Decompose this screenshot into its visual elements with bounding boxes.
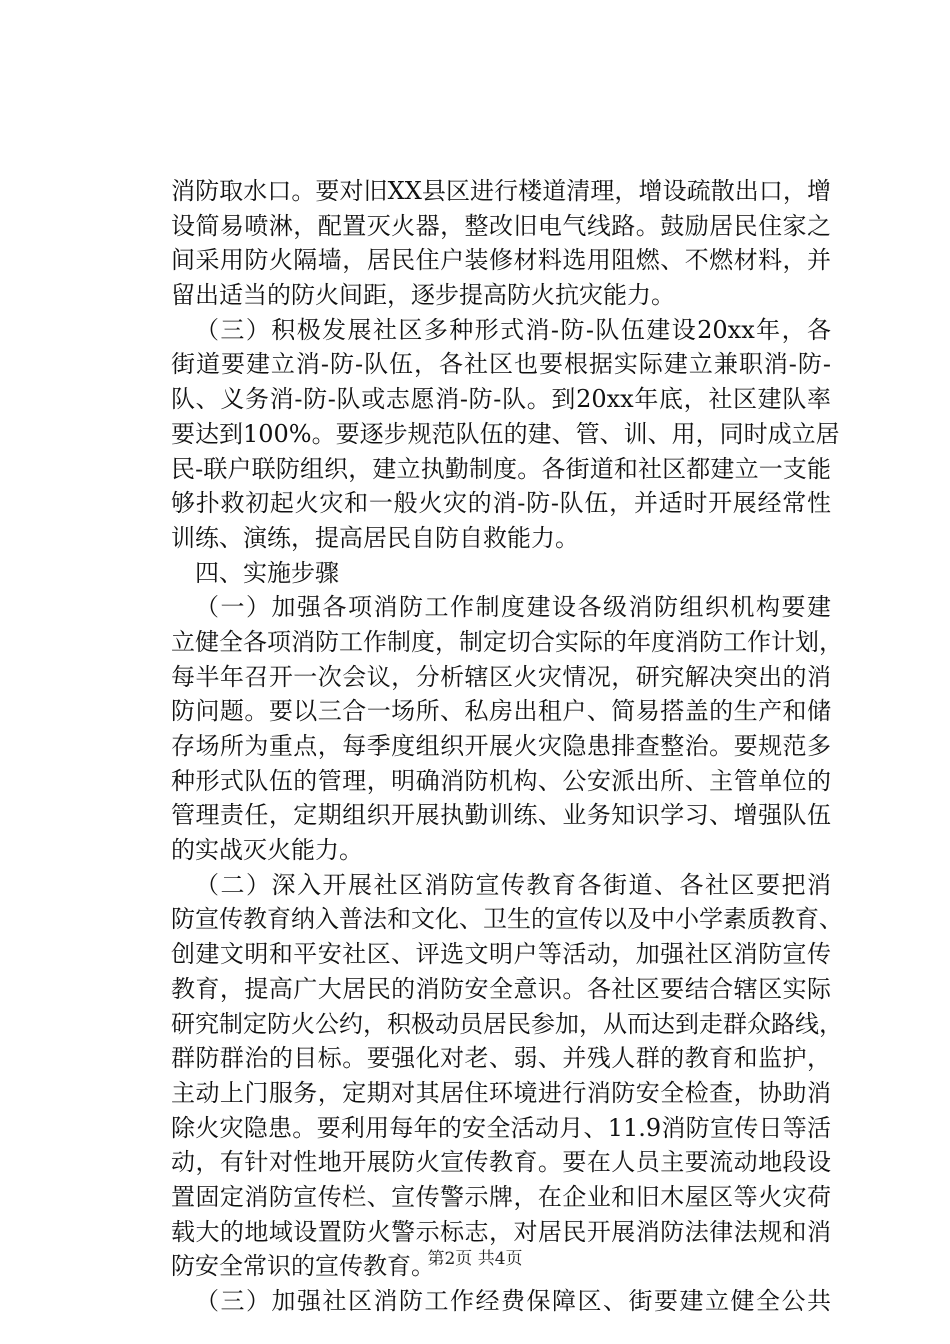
text-line: 置固定消防宣传栏、宣传警示牌，在企业和旧木屋区等火灾荷 [171,1182,831,1211]
text-line: （三）积极发展社区多种形式消-防-队伍建设20xx年，各 [195,315,831,344]
text-line: 防安全常识的宣传教育。 [171,1252,435,1281]
text-line: 管理责任，定期组织开展执勤训练、业务知识学习、增强队伍 [171,801,831,830]
text-line: 够扑救初起火灾和一般火灾的消-防-队伍，并适时开展经常性 [171,489,831,518]
text-line: （二）深入开展社区消防宣传教育各街道、各社区要把消 [195,870,831,899]
text-line: 存场所为重点，每季度组织开展火灾隐患排查整治。要规范多 [171,732,831,760]
text-line: 队、义务消-防-队或志愿消-防-队。到20xx年底，社区建队率 [171,385,831,414]
text-line: （三）加强社区消防工作经费保障区、街要建立健全公共 [195,1287,831,1315]
text-line: 立健全各项消防工作制度，制定切合实际的年度消防工作计划， [171,627,843,656]
text-line: 主动上门服务，定期对其居住环境进行消防安全检查，协助消 [171,1078,831,1107]
text-line: （一）加强各项消防工作制度建设各级消防组织机构要建 [195,593,831,622]
text-line: 教育，提高广大居民的消防安全意识。各社区要结合辖区实际 [171,974,831,1003]
text-line: 训练、演练，提高居民自防自救能力。 [171,523,579,552]
text-line: 消防取水口。要对旧XX县区进行楼道清理，增设疏散出口，增 [171,177,831,205]
text-line: 除火灾隐患。要利用每年的安全活动月、11.9消防宣传日等活 [171,1113,831,1142]
text-line: 间采用防火隔墙，居民住户装修材料选用阻燃、不燃材料，并 [171,246,831,275]
text-line: 每半年召开一次会议，分析辖区火灾情况，研究解决突出的消 [171,662,831,691]
text-line: 民-联户联防组织，建立执勤制度。各街道和社区都建立一支能 [171,454,831,483]
text-line: 设简易喷淋，配置灭火器，整改旧电气线路。鼓励居民住家之 [171,211,831,240]
body-text [171,174,843,1319]
text-line: 动，有针对性地开展防火宣传教育。要在人员主要流动地段设 [171,1148,831,1177]
text-line: 防宣传教育纳入普法和文化、卫生的宣传以及中小学素质教育、 [171,905,843,934]
text-line: 载大的地域设置防火警示标志，对居民开展消防法律法规和消 [171,1217,831,1246]
text-line: 四、实施步骤 [195,558,339,587]
text-line: 群防群治的目标。要强化对老、弱、并残人群的教育和监护， [171,1044,831,1073]
text-line: 创建文明和平安社区、评选文明户等活动，加强社区消防宣传 [171,940,831,969]
text-line: 防问题。要以三合一场所、私房出租户、简易搭盖的生产和储 [171,697,831,726]
text-line: 要达到100%。要逐步规范队伍的建、管、训、用，同时成立居 [171,419,840,448]
text-line: 的实战灭火能力。 [171,836,363,865]
text-line: 街道要建立消-防-队伍，各社区也要根据实际建立兼职消-防- [171,350,831,379]
text-line: 种形式队伍的管理，明确消防机构、公安派出所、主管单位的 [171,766,831,795]
text-line: 留出适当的防火间距，逐步提高防火抗灾能力。 [171,281,675,310]
text-line: 研究制定防火公约，积极动员居民参加，从而达到走群众路线， [171,1009,843,1038]
page-footer: 第2页 共4页 [427,1249,523,1269]
